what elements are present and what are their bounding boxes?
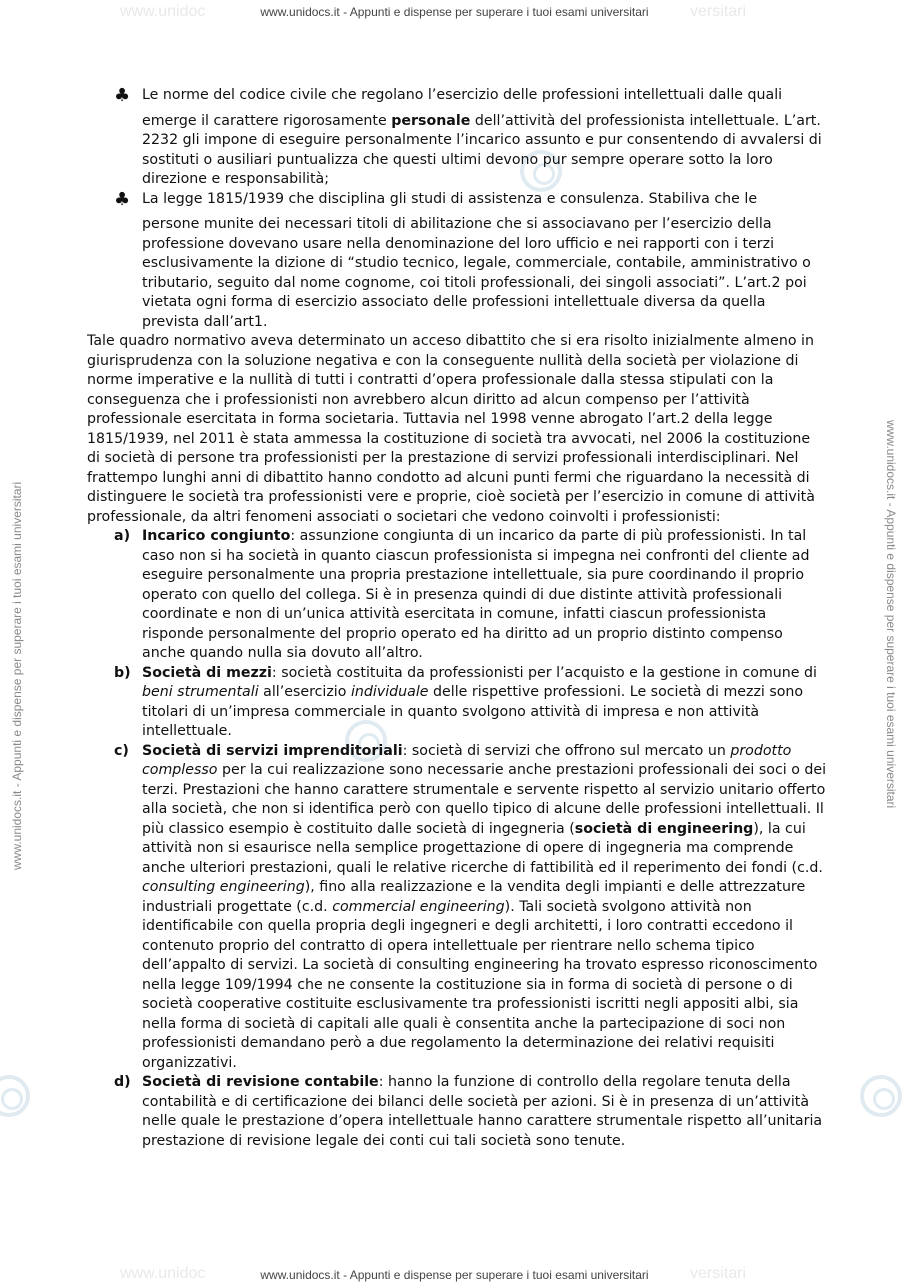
list-item-c: c) Società di servizi imprenditoriali: società di servizi che offrono sul mercato un prodotto complesso per la cui realizzazione sono necessarie anche prestazioni professionali dei soci o dei terzi. Prestazioni che hanno carattere strumentale e servente rispetto al servizio unitario offerto alla società, che non si identifica però con quello tipico di alcune delle professioni intellettuali. Il più classico esempio è costituito dalle società di ingegneria (società di engineering), la cui attività non si esaurisce nella semplice progettazione di opere di ingegneria ma comprende anche ulteriori prestazioni, quali le relative ricerche di fattibilità ed il reperimento dei fondi (c.d. consulting engineering), fino alla realizzazione e la vendita degli impianti e delle attrezzature industriali progettate (c.d. commercial engineering). Tali società svolgono attività non identificabile con quella propria degli ingegneri e degli architetti, i loro contratti eccedono il contenuto proprio del contratto di opera intellettuale per rientrare nello schema tipico dell’appalto di servizi. La società di consulting engineering ha trovato espresso riconoscimento nella legge 109/1994 che ne consente la costituzione sia in forma di società di persone o di società cooperative costituite esclusivamente tra professionisti iscritti negli appositi albi, sia nella forma di società di capitali alle quali è consentita anche la partecipazione di soci non professionisti demandano però a due regolamento la determinazione dei relativi requisiti organizzativi.: [114, 742, 827, 1071]
watermark-ghost-left: www.unidoc: [120, 1265, 206, 1282]
watermark-ghost-right: versitari: [690, 3, 747, 20]
watermark-logo-icon: [860, 1075, 902, 1117]
bullet-text: persone munite dei necessari titoli di abilitazione che si associavano per l’esercizio della professione dovevano usare nella denominazione del loro ufficio e nei rapporti con i terzi esclusivamente la dizione di “studio tecnico, legale, commerciale, contabile, amministrativo o tributario, seguito dal nome cognome, coi titoli professionali, dei singoli associati”. L’art.2 poi vietata ogni forma di esercizio associato delle professioni intellettuale diversa da quella prevista dall’art1.: [142, 216, 811, 330]
item-term: Incarico congiunto: [142, 528, 291, 544]
list-marker: c): [114, 742, 129, 759]
watermark-ghost-right: versitari: [690, 1265, 747, 1282]
watermark-ghost-left: www.unidoc: [120, 3, 206, 20]
bullet-first-line: La legge 1815/1939 che disciplina gli studi di assistenza e consulenza. Stabiliva che le: [142, 190, 758, 207]
bullet-first-line: Le norme del codice civile che regolano l’esercizio delle professioni intellettuali dalle quali: [142, 87, 783, 103]
item-term: Società di servizi imprenditoriali: [142, 742, 403, 759]
list-marker: b): [114, 664, 131, 681]
watermark-logo-icon: [0, 1075, 30, 1117]
list-item-a: a) Incarico congiunto: assunzione congiunta di un incarico da parte di più professionisti. In tal caso non si ha società in quanto ciascun professionista si impegna nei confronti del cliente ad eseguire personalmente una propria prestazione intellettuale, sia pure coordinando il proprio operato con quello del collega. Si è in presenza quindi di due distinte attività professionali coordinate e non di un’unica attività esercitata in comune, infatti ciascun professionista risponde personalmente del proprio operato ed ha diritto ad un proprio distinto compenso anche quando nulla sia dovuto all’altro.: [114, 528, 810, 661]
list-item-b: b) Società di mezzi: società costituita da professionisti per l’acquisto e la gestione in comune di beni strumentali all’esercizio individuale delle rispettive professioni. Le società di mezzi sono titolari di un’impresa commerciale in quanto svolgono attività di impresa e non attività intellettuale.: [114, 664, 817, 739]
item-term: Società di mezzi: [142, 664, 272, 681]
club-bullet-item: [87, 86, 827, 190]
club-bullet-icon: ♣: [114, 188, 131, 210]
item-term: Società di revisione contabile: [142, 1074, 379, 1090]
watermark-right-side: www.unidocs.it - Appunti e dispense per superare i tuoi esami universitari: [884, 420, 898, 809]
club-bullet-icon: ♣: [114, 85, 131, 106]
bold-term: personale: [391, 112, 471, 129]
document-body: [87, 86, 827, 1151]
list-marker: d): [114, 1074, 131, 1090]
list-item-d: d) Società di revisione contabile: hanno la funzione di controllo della regolare tenuta della contabilità e di certificazione dei bilanci delle società per azioni. Si è in presenza di un’attività nelle quale le prestazione d’opera intellettuale hanno carattere strumentale rispetto all’unitaria prestazione di revisione legale dei conti cui tali società sono tenute.: [114, 1074, 823, 1149]
watermark-header: www.unidocs.it - Appunti e dispense per superare i tuoi esami universitari: [260, 5, 649, 19]
bullet-text: emerge il carattere rigorosamente personale dell’attività del professionista intellettuale. L’art. 2232 gli impone di eseguire personalmente l’incarico assunto e pur consentendo di avvalersi di sostituti o ausiliari puntualizza che questi ultimi devono pur sempre operare sotto la loro direzione e responsabilità;: [142, 112, 822, 187]
body-paragraph: Tale quadro normativo aveva determinato un acceso dibattito che si era risolto inizialmente almeno in giurisprudenza con la soluzione negativa e con la conseguente nullità della società per violazione di norme imperative e la nullità di tutti i contratti d’opera professionale dalla stessa stipulati con la conseguenza che i professionisti non avrebbero alcun diritto ad alcun compenso per l’attività professionale esercitata in forma societaria. Tuttavia nel 1998 venne abrogato l’art.2 della legge 1815/1939, nel 2011 è stata ammessa la costituzione di società tra avvocati, nel 2006 la costituzione di società di persone tra professionisti per la prestazione di servizi professionali interdisciplinari. Nel frattempo lunghi anni di dibattito hanno condotto ad alcuni punti fermi che riguardano la necessità di distinguere le società tra professionisti vere e proprie, cioè società per l’esercizio in comune di attività professionale, da altri fenomeni associati o societari che vedono coinvolti i professionisti:: [87, 333, 815, 525]
club-bullet-item: [87, 190, 827, 333]
watermark-left-side: www.unidocs.it - Appunti e dispense per superare i tuoi esami universitari: [10, 481, 24, 870]
watermark-footer: www.unidocs.it - Appunti e dispense per superare i tuoi esami universitari: [260, 1268, 649, 1282]
list-marker: a): [114, 528, 131, 544]
